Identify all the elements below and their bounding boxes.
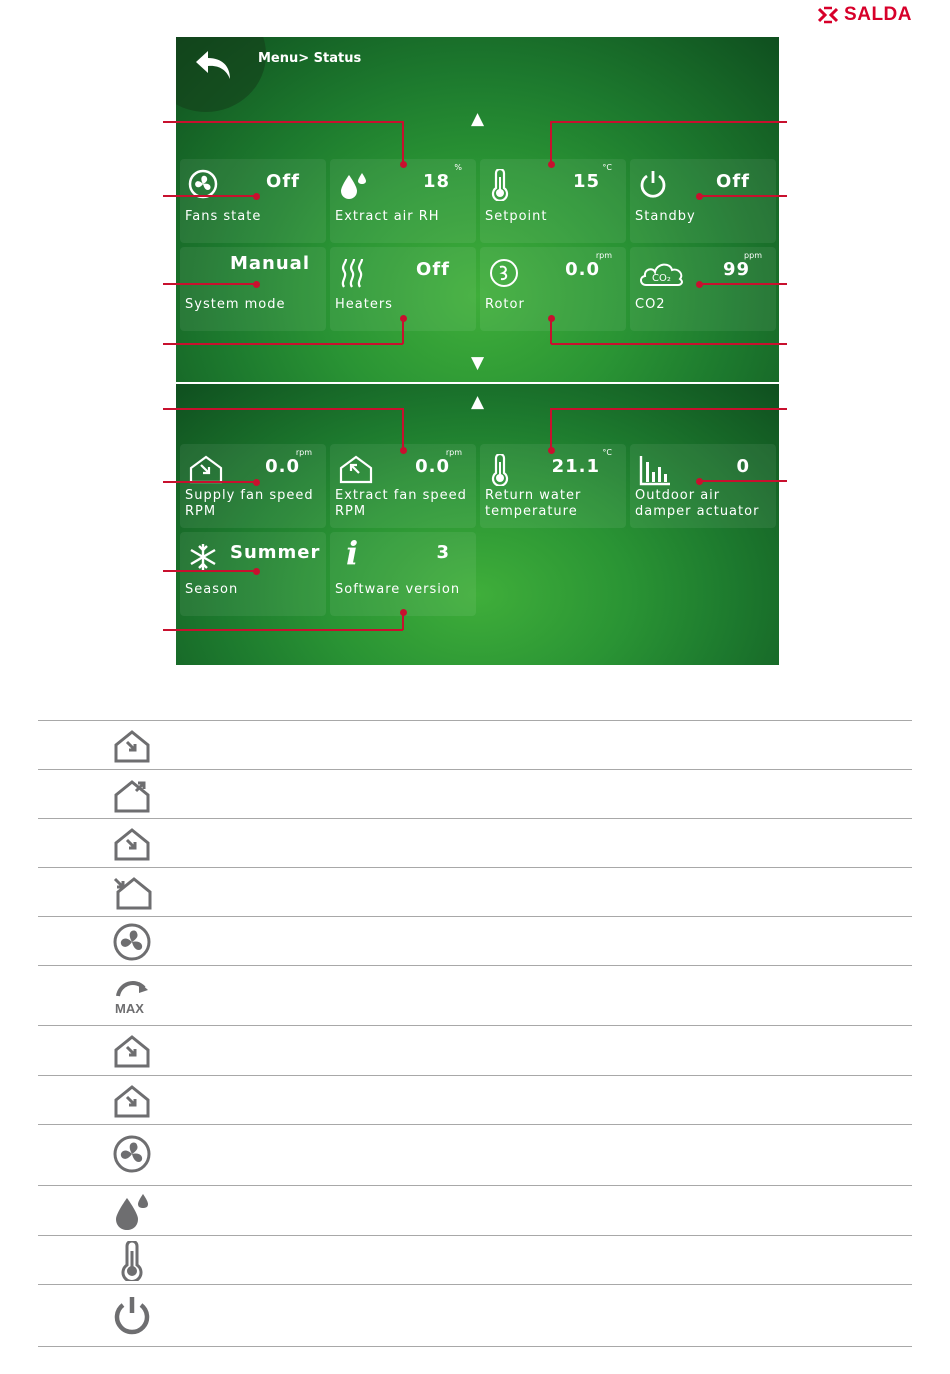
icon-legend-table xyxy=(38,720,912,1347)
bar-chart-icon xyxy=(638,454,672,486)
tile-system-mode[interactable] xyxy=(180,247,326,331)
legend-row xyxy=(38,818,912,867)
thermometer-icon xyxy=(112,1241,152,1281)
callout-dot xyxy=(253,281,260,288)
system-mode-value: Manual xyxy=(229,253,310,274)
heaters-value: Off xyxy=(416,259,450,280)
extract-fan-label-line2: RPM xyxy=(335,504,367,519)
callout-line xyxy=(163,283,256,285)
house-arrow-out-icon xyxy=(112,777,154,813)
callout-dot xyxy=(253,568,260,575)
return-water-label-line1: Return water xyxy=(485,488,582,503)
callout-dot xyxy=(696,193,703,200)
thermometer-icon xyxy=(488,454,512,486)
callout-line xyxy=(699,480,787,482)
legend-row xyxy=(38,1025,912,1075)
scroll-up-arrow[interactable]: ▲ xyxy=(470,109,485,129)
callout-line xyxy=(163,408,403,410)
outdoor-damper-label-line2: damper actuator xyxy=(635,504,760,519)
callout-dot xyxy=(696,281,703,288)
back-button[interactable] xyxy=(176,37,266,112)
power-icon xyxy=(638,169,668,199)
back-arrow-icon xyxy=(194,49,236,83)
tile-outdoor-air-damper[interactable] xyxy=(630,444,776,528)
extract-fan-label-line1: Extract fan speed xyxy=(335,488,467,503)
legend-row xyxy=(38,720,912,769)
extract-air-rh-unit: % xyxy=(454,163,462,172)
legend-row xyxy=(38,1235,912,1284)
supply-fan-unit: rpm xyxy=(295,448,312,457)
tile-fans-state[interactable] xyxy=(180,159,326,243)
co2-value: 99 xyxy=(722,259,750,280)
fans-state-label: Fans state xyxy=(185,209,262,224)
house-arrow-outside-icon xyxy=(112,874,154,910)
extract-air-rh-value: 18 xyxy=(422,171,450,192)
callout-line xyxy=(163,570,256,572)
humidity-drops-icon xyxy=(338,169,368,201)
callout-line xyxy=(551,121,787,123)
standby-value: Off xyxy=(716,171,750,192)
scroll-up-arrow[interactable]: ▲ xyxy=(470,392,485,412)
tile-extract-air-rh[interactable] xyxy=(330,159,476,243)
callout-line xyxy=(163,481,256,483)
callout-dot xyxy=(400,609,407,616)
callout-line xyxy=(163,121,403,123)
supply-fan-value: 0.0 xyxy=(265,456,300,477)
tile-season[interactable] xyxy=(180,532,326,616)
return-water-unit: °C xyxy=(602,448,612,457)
software-version-label: Software version xyxy=(335,582,461,597)
callout-dot xyxy=(253,193,260,200)
house-arrow-in-icon xyxy=(112,827,152,861)
tile-supply-fan-speed[interactable] xyxy=(180,444,326,528)
setpoint-value: 15 xyxy=(572,171,600,192)
standby-label: Standby xyxy=(635,209,696,224)
callout-dot xyxy=(400,447,407,454)
extract-air-rh-label: Extract air RH xyxy=(335,209,440,224)
house-arrow-in-icon xyxy=(112,729,152,763)
callout-line xyxy=(163,343,403,345)
max-boost-icon xyxy=(112,976,152,1016)
callout-line xyxy=(550,408,552,450)
house-arrow-in-icon xyxy=(112,1084,152,1118)
return-water-value: 21.1 xyxy=(551,456,600,477)
status-screen-1 xyxy=(176,37,779,382)
outdoor-damper-label-line1: Outdoor air xyxy=(635,488,721,503)
callout-line xyxy=(163,629,403,631)
return-water-label-line2: temperature xyxy=(485,504,578,519)
max-icon-text: MAX xyxy=(115,1001,144,1016)
co2-icon-text: CO₂ xyxy=(652,273,671,284)
humidity-drops-icon xyxy=(112,1190,152,1232)
legend-row xyxy=(38,1284,912,1347)
tile-extract-fan-speed[interactable] xyxy=(330,444,476,528)
snowflake-icon xyxy=(188,542,218,572)
heaters-label: Heaters xyxy=(335,297,393,312)
tile-standby[interactable] xyxy=(630,159,776,243)
heater-waves-icon xyxy=(338,257,368,289)
setpoint-label: Setpoint xyxy=(485,209,548,224)
return-water-label xyxy=(485,488,581,520)
extract-fan-label xyxy=(335,488,467,520)
co2-unit: ppm xyxy=(744,251,762,260)
supply-fan-label-line1: Supply fan speed xyxy=(185,488,314,503)
tile-return-water-temperature[interactable] xyxy=(480,444,626,528)
season-value: Summer xyxy=(230,542,321,563)
rotor-unit: rpm xyxy=(595,251,612,260)
setpoint-unit: °C xyxy=(602,163,612,172)
callout-line xyxy=(550,121,552,164)
co2-label: CO2 xyxy=(635,297,666,312)
supply-fan-label xyxy=(185,488,314,520)
tile-software-version[interactable] xyxy=(330,532,476,616)
fans-state-value: Off xyxy=(266,171,300,192)
legend-row xyxy=(38,867,912,916)
callout-line xyxy=(402,408,404,450)
system-mode-label: System mode xyxy=(185,297,286,312)
callout-line xyxy=(163,195,256,197)
callout-dot xyxy=(400,161,407,168)
season-label: Season xyxy=(185,582,239,597)
tile-setpoint[interactable] xyxy=(480,159,626,243)
callout-dot xyxy=(696,478,703,485)
rotor-value: 0.0 xyxy=(565,259,600,280)
legend-row xyxy=(38,769,912,818)
fan-icon xyxy=(112,1134,152,1174)
salda-logo xyxy=(818,4,912,26)
software-version-value: 3 xyxy=(436,542,450,563)
scroll-down-arrow[interactable]: ▼ xyxy=(470,353,485,373)
legend-row xyxy=(38,1185,912,1235)
legend-row xyxy=(38,1075,912,1124)
status-screen-2 xyxy=(176,384,779,665)
salda-logo-mark-icon xyxy=(818,6,838,24)
power-icon xyxy=(112,1295,152,1337)
callout-dot xyxy=(253,479,260,486)
callout-line xyxy=(551,343,787,345)
callout-dot xyxy=(400,315,407,322)
callout-line xyxy=(699,283,787,285)
house-extract-icon xyxy=(338,454,374,484)
callout-line xyxy=(551,408,787,410)
tile-co2[interactable] xyxy=(630,247,776,331)
callout-line xyxy=(402,121,404,164)
callout-dot xyxy=(548,161,555,168)
house-supply-icon xyxy=(188,454,224,484)
legend-row xyxy=(38,1124,912,1185)
thermometer-icon xyxy=(488,169,512,201)
rotor-icon xyxy=(488,257,520,289)
house-arrow-in-icon xyxy=(112,1034,152,1068)
supply-fan-label-line2: RPM xyxy=(185,504,217,519)
info-icon: i xyxy=(346,534,359,572)
callout-dot xyxy=(548,315,555,322)
outdoor-damper-label xyxy=(635,488,759,520)
legend-row xyxy=(38,965,912,1025)
fan-icon xyxy=(112,922,152,962)
legend-row xyxy=(38,916,912,965)
breadcrumb: Menu> Status xyxy=(258,51,362,66)
callout-dot xyxy=(548,447,555,454)
co2-cloud-icon xyxy=(638,257,686,289)
callout-line xyxy=(699,195,787,197)
outdoor-damper-value: 0 xyxy=(736,456,750,477)
salda-logo-text: SALDA xyxy=(844,4,912,25)
rotor-label: Rotor xyxy=(485,297,525,312)
extract-fan-unit: rpm xyxy=(445,448,462,457)
extract-fan-value: 0.0 xyxy=(415,456,450,477)
